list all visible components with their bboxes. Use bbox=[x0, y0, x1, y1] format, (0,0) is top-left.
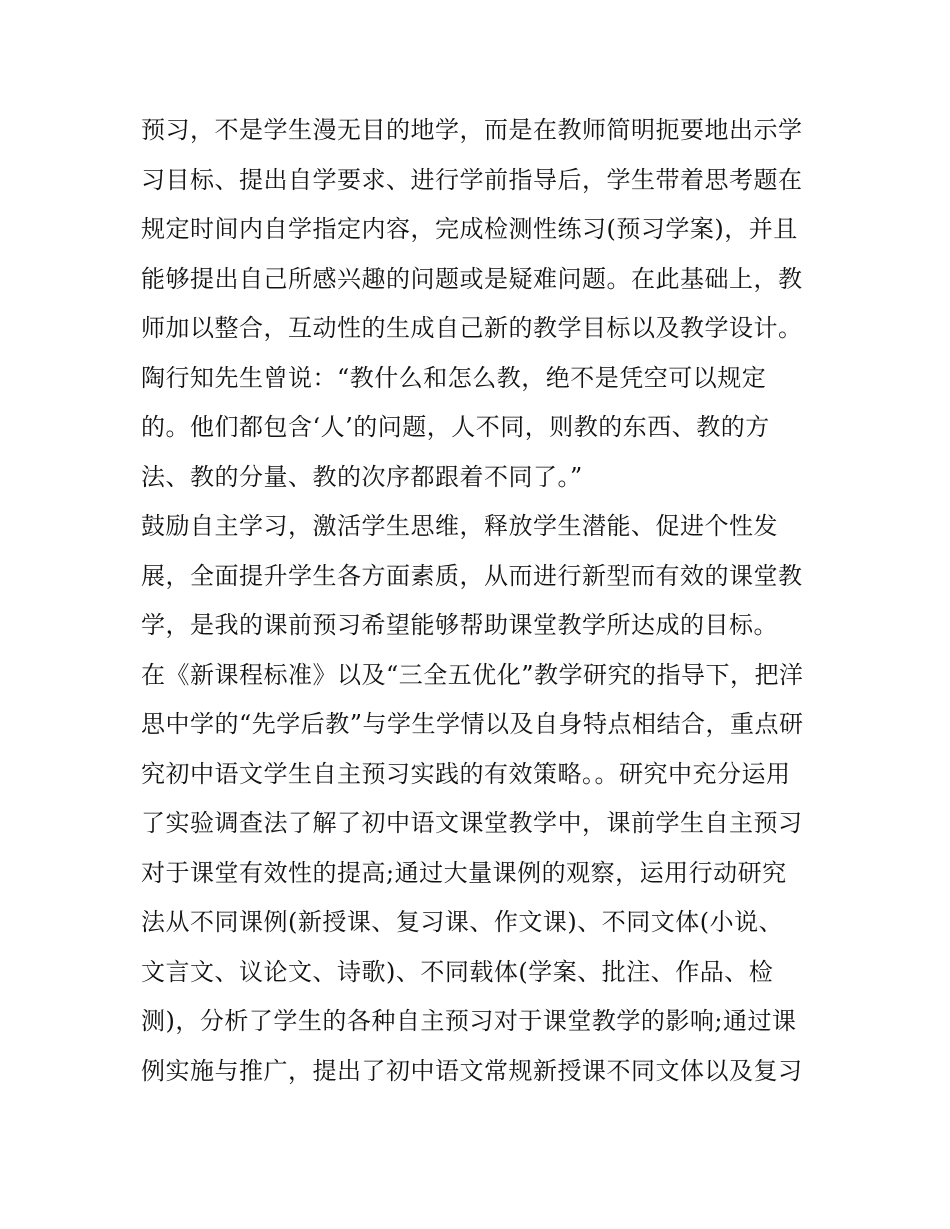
text-line: 在《新课程标准》以及“三全五优化”教学研究的指导下，把洋 bbox=[141, 660, 804, 689]
text-line: 预习，不是学生漫无目的地学，而是在教师简明扼要地出示学 bbox=[141, 116, 803, 144]
text-line: 思中学的“先学后教”与学生学情以及自身特点相结合，重点研 bbox=[141, 710, 804, 738]
text-line: 了实验调查法了解了初中语文课堂教学中，课前学生自主预习 bbox=[141, 809, 803, 837]
text-line: 鼓励自主学习，激活学生思维，释放学生潜能、促进个性发 bbox=[141, 512, 778, 540]
text-line: 测)，分析了学生的各种自主预习对于课堂教学的影响;通过课 bbox=[141, 1007, 797, 1035]
body-text bbox=[141, 106, 821, 1096]
text-line: 师加以整合，互动性的生成自己新的教学目标以及教学设计。 bbox=[141, 314, 803, 342]
text-line: 习目标、提出自学要求、进行学前指导后，学生带着思考题在 bbox=[141, 165, 803, 194]
text-line: 究初中语文学生自主预习实践的有效策略。。研究中充分运用 bbox=[141, 759, 791, 788]
text-line: 能够提出自己所感兴趣的问题或是疑难问题。在此基础上，教 bbox=[141, 264, 803, 293]
text-line: 例实施与推广，提出了初中语文常规新授课不同文体以及复习 bbox=[141, 1056, 803, 1085]
text-line: 法从不同课例(新授课、复习课、作文课)、不同文体(小说、 bbox=[141, 908, 784, 936]
text-line: 的。他们都包含‘人’的问题，人不同，则教的东西、教的方 bbox=[141, 413, 770, 441]
text-line: 展，全面提升学生各方面素质，从而进行新型而有效的课堂教 bbox=[141, 561, 803, 590]
text-line: 对于课堂有效性的提高;通过大量课例的观察，运用行动研究 bbox=[141, 858, 787, 887]
text-line: 学，是我的课前预习希望能够帮助课堂教学所达成的目标。 bbox=[141, 611, 778, 639]
text-line: 法、教的分量、教的次序都跟着不同了。” bbox=[141, 462, 583, 491]
text-line: 规定时间内自学指定内容，完成检测性练习(预习学案)，并且 bbox=[141, 215, 798, 243]
text-line: 陶行知先生曾说：“教什么和怎么教，绝不是凭空可以规定 bbox=[141, 363, 767, 392]
text-line: 文言文、议论文、诗歌)、不同载体(学案、批注、作品、检 bbox=[141, 957, 774, 986]
